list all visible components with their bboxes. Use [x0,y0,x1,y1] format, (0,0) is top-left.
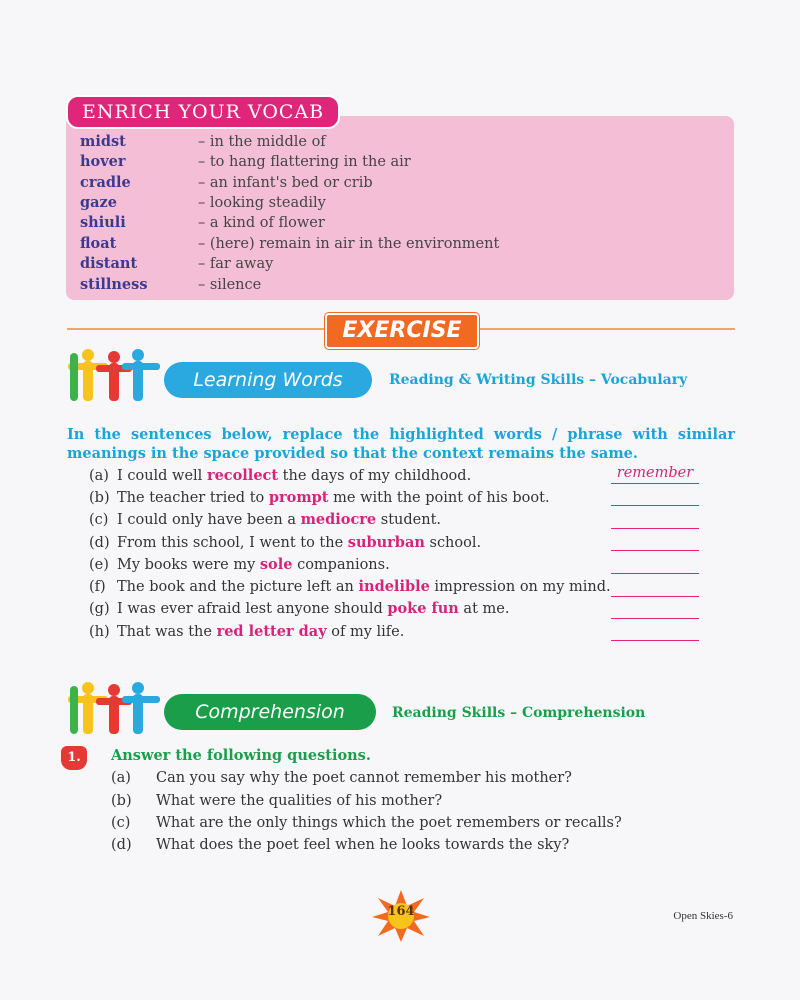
vocab-word: cradle [80,174,131,191]
book-title: Open Skies-6 [673,910,733,922]
answer-blank[interactable] [611,487,699,506]
learning-words-banner: Learning Words [164,362,372,398]
highlighted-word: recollect [206,467,279,484]
answer-blank[interactable] [611,622,699,641]
answer-blank[interactable] [611,532,699,551]
sentence-row: (b) The teacher tried to prompt me with the point of his boot. [89,489,550,506]
question-item: (c) What are the only things which the poet remembers or recalls? [111,815,622,831]
vocab-word: stillness [80,276,148,293]
highlighted-word: red letter day [216,623,327,640]
instruction-text: In the sentences below, replace the highlighted words / phrase with similar meanings in the space provided so that the context remains the same. [67,426,735,462]
vocab-word: midst [80,133,126,150]
vocab-definition: – (here) remain in air in the environment [198,236,500,252]
vocab-definition: – silence [198,277,262,293]
page-number: 164 [387,904,415,919]
vocab-word: gaze [80,194,117,211]
vocab-title: ENRICH YOUR VOCAB [66,95,340,129]
sentence-row: (h) That was the red letter day of my life. [89,623,405,640]
learning-words-subtitle: Reading & Writing Skills – Vocabulary [389,372,688,388]
comprehension-subtitle: Reading Skills – Comprehension [392,705,646,721]
vocab-definition: – far away [198,256,274,272]
vocab-word: float [80,235,117,252]
question-item: (a) Can you say why the poet cannot remember his mother? [111,770,572,786]
answer-blank[interactable] [611,510,699,529]
people-icon [66,680,162,736]
sentence-row: (a) I could well recollect the days of my childhood. [89,467,472,484]
vocab-definition: – in the middle of [198,134,326,150]
highlighted-word: suburban [347,534,425,551]
answer-blank[interactable] [611,600,699,619]
answer-blank[interactable] [611,578,699,597]
sentence-row: (e) My books were my sole companions. [89,556,390,573]
sentence-row: (d) From this school, I went to the suburban school. [89,534,482,551]
sentence-row: (f) The book and the picture left an indelible impression on my mind. [89,578,611,595]
answer-blank[interactable] [611,555,699,574]
sentence-row: (c) I could only have been a mediocre student. [89,511,442,528]
vocab-definition: – an infant's bed or crib [198,175,373,191]
highlighted-word: mediocre [300,511,377,528]
vocab-definition: – a kind of flower [198,215,325,231]
exercise-badge: EXERCISE [325,313,479,349]
highlighted-word: prompt [268,489,329,506]
question-item: (d) What does the poet feel when he looks towards the sky? [111,837,570,853]
comprehension-banner: Comprehension [164,694,376,730]
vocab-word: distant [80,255,138,272]
highlighted-word: poke fun [387,600,459,617]
answer-blank[interactable]: remember [611,465,699,484]
people-icon [66,347,162,403]
highlighted-word: indelible [358,578,430,595]
highlighted-word: sole [259,556,293,573]
vocab-definition: – looking steadily [198,195,326,211]
question-number-badge: 1. [61,746,87,770]
vocab-word: hover [80,153,126,170]
sentence-row: (g) I was ever afraid lest anyone should poke fun at me. [89,600,510,617]
vocab-box [66,116,734,300]
vocab-definition: – to hang flattering in the air [198,154,411,170]
question-item: (b) What were the qualities of his mother? [111,793,443,809]
vocab-word: shiuli [80,214,126,231]
question-heading: Answer the following questions. [111,747,371,764]
